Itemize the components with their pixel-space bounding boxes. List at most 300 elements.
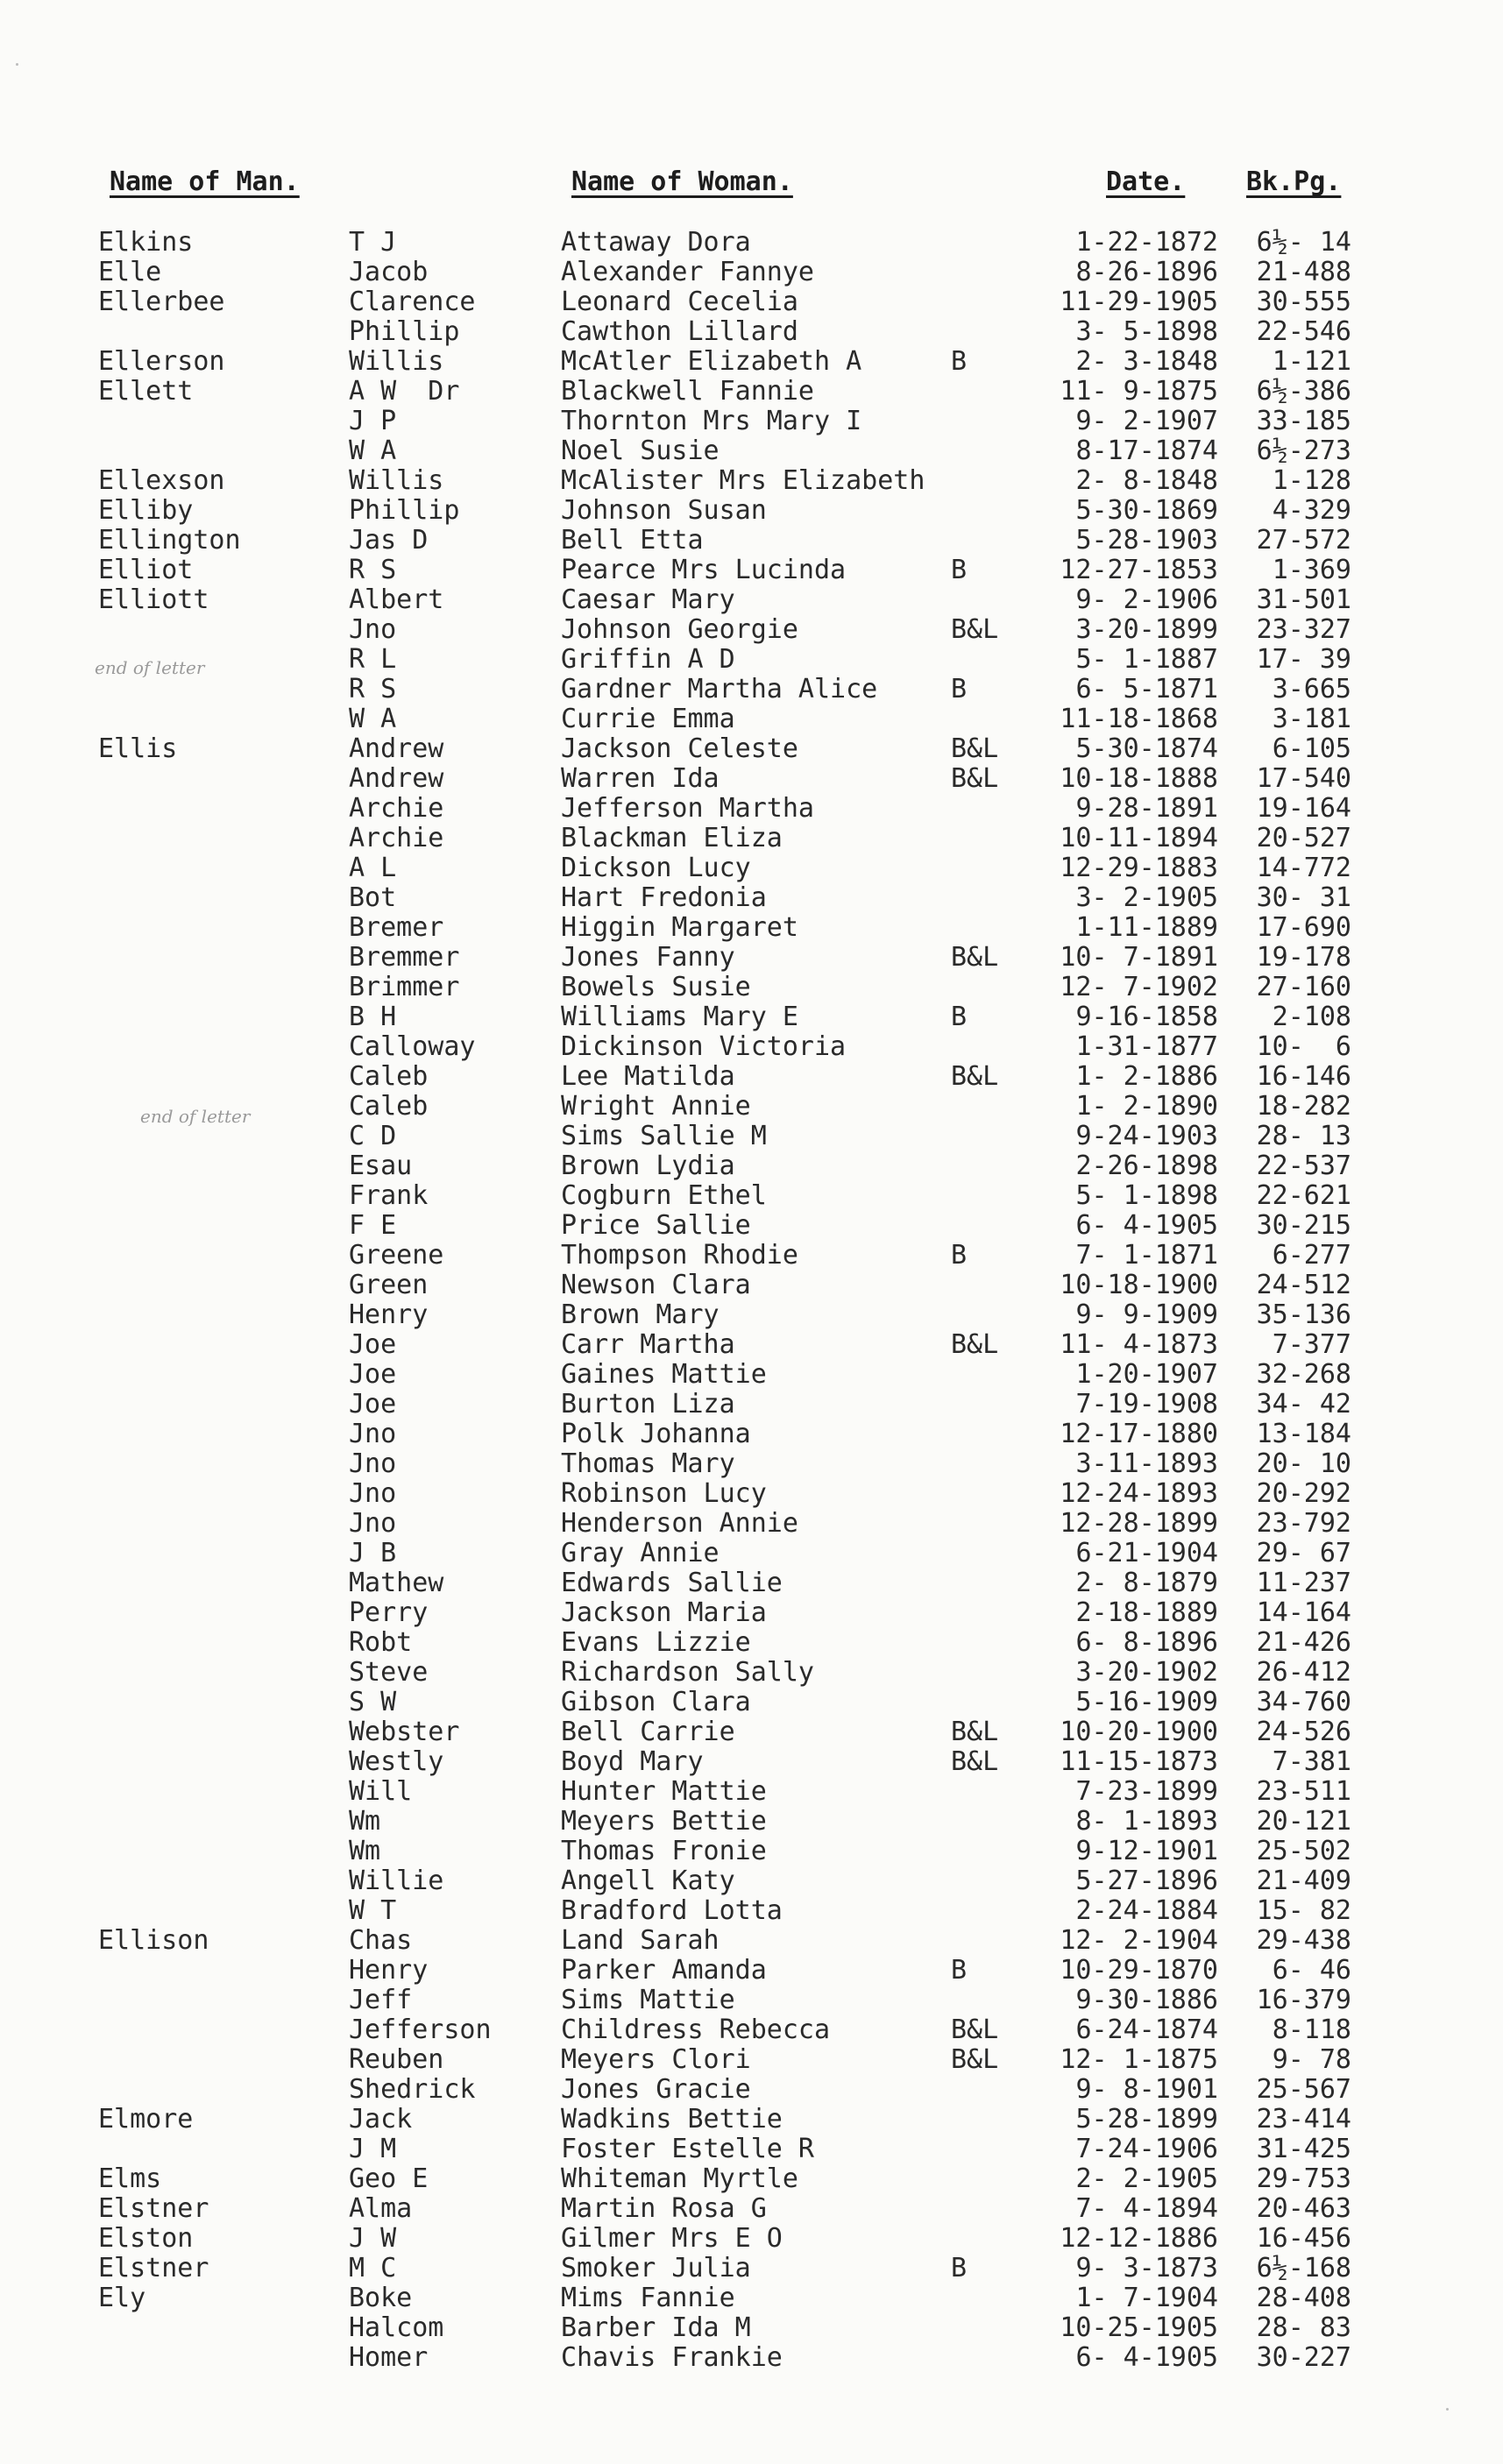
- record-row: [0, 2254, 1503, 2283]
- book-page: 17- 39: [1256, 644, 1351, 675]
- man-given-name: Willis: [349, 346, 444, 377]
- woman-name: Chavis Frankie: [561, 2342, 783, 2373]
- woman-name: Bradford Lotta: [561, 1895, 783, 1926]
- book-page: 14-164: [1256, 1597, 1351, 1628]
- woman-name: Edwards Sallie: [561, 1568, 783, 1598]
- man-given-name: Jno: [349, 1448, 397, 1479]
- marriage-date: 11-15-1873: [1060, 1746, 1218, 1777]
- marriage-date: 5- 1-1898: [1075, 1180, 1218, 1211]
- marriage-date: 10- 7-1891: [1060, 942, 1218, 973]
- header-name-of-woman: Name of Woman.: [571, 166, 793, 197]
- book-page: 22-546: [1256, 316, 1351, 347]
- marriage-date: 5-28-1899: [1075, 2104, 1218, 2135]
- record-row: [0, 1807, 1503, 1837]
- man-given-name: Jno: [349, 614, 397, 645]
- woman-name: Gilmer Mrs E O: [561, 2223, 783, 2254]
- woman-name: Boyd Mary: [561, 1746, 704, 1777]
- record-row: [0, 436, 1503, 466]
- marriage-date: 10-18-1900: [1060, 1270, 1218, 1300]
- book-page: 35-136: [1256, 1299, 1351, 1330]
- marriage-date: 12- 7-1902: [1060, 972, 1218, 1002]
- record-row: [0, 1449, 1503, 1479]
- book-page: 30-555: [1256, 287, 1351, 317]
- man-surname: Ellett: [98, 376, 194, 407]
- book-page: 20-527: [1256, 823, 1351, 853]
- record-row: [0, 496, 1503, 526]
- marriage-date: 9- 2-1907: [1075, 406, 1218, 436]
- marriage-date: 8- 1-1893: [1075, 1806, 1218, 1837]
- woman-name: Caesar Mary: [561, 584, 735, 615]
- man-given-name: Bremer: [349, 912, 444, 943]
- woman-name: Dickinson Victoria: [561, 1031, 847, 1062]
- man-given-name: T J: [349, 227, 397, 258]
- marriage-date: 2- 2-1905: [1075, 2163, 1218, 2194]
- book-page: 17-690: [1256, 912, 1351, 943]
- marriage-date: 10-25-1905: [1060, 2312, 1218, 2343]
- record-row: [0, 1896, 1503, 1926]
- record-row: [0, 526, 1503, 556]
- woman-name: Brown Mary: [561, 1299, 720, 1330]
- record-row: [0, 1658, 1503, 1688]
- man-given-name: Robt: [349, 1627, 413, 1658]
- book-page: 6½- 14: [1256, 227, 1351, 258]
- man-given-name: Willis: [349, 465, 444, 496]
- woman-name: Thornton Mrs Mary I: [561, 406, 862, 436]
- marriage-date: 12-17-1880: [1060, 1419, 1218, 1449]
- woman-name: Smoker Julia: [561, 2253, 751, 2283]
- record-row: [0, 1122, 1503, 1151]
- woman-name: Meyers Bettie: [561, 1806, 767, 1837]
- record-row: [0, 1777, 1503, 1807]
- book-page: 8-118: [1272, 2014, 1351, 2045]
- record-row: [0, 1539, 1503, 1568]
- book-page: 30-227: [1256, 2342, 1351, 2373]
- man-given-name: Caleb: [349, 1091, 429, 1122]
- woman-name: Williams Mary E: [561, 1002, 798, 1032]
- race-code: B&L: [951, 733, 999, 764]
- record-row: [0, 1092, 1503, 1122]
- book-page: 14-772: [1256, 853, 1351, 883]
- man-surname: Ely: [98, 2283, 146, 2313]
- end-of-letter-note: end of letter: [95, 657, 205, 678]
- race-code: B: [951, 1002, 968, 1032]
- woman-name: Jones Gracie: [561, 2074, 751, 2105]
- race-code: B&L: [951, 2014, 999, 2045]
- woman-name: Noel Susie: [561, 435, 720, 466]
- book-page: 6- 46: [1272, 1955, 1351, 1986]
- book-page: 24-512: [1256, 1270, 1351, 1300]
- marriage-date: 7- 4-1894: [1075, 2193, 1218, 2224]
- marriage-date: 5-28-1903: [1075, 525, 1218, 556]
- marriage-date: 11-29-1905: [1060, 287, 1218, 317]
- record-row: [0, 1420, 1503, 1449]
- man-given-name: Wm: [349, 1806, 381, 1837]
- book-page: 20-292: [1256, 1478, 1351, 1509]
- book-page: 29-753: [1256, 2163, 1351, 2194]
- marriage-date: 12-27-1853: [1060, 555, 1218, 585]
- book-page: 4-329: [1272, 495, 1351, 526]
- marriage-date: 5- 1-1887: [1075, 644, 1218, 675]
- woman-name: Hart Fredonia: [561, 882, 767, 913]
- book-page: 26-412: [1256, 1657, 1351, 1688]
- race-code: B&L: [951, 763, 999, 794]
- marriage-date: 10-20-1900: [1060, 1717, 1218, 1747]
- marriage-date: 11-18-1868: [1060, 704, 1218, 734]
- man-surname: Elliby: [98, 495, 194, 526]
- record-row: [0, 1986, 1503, 2015]
- woman-name: Land Sarah: [561, 1925, 720, 1956]
- record-row: [0, 556, 1503, 585]
- woman-name: Sims Mattie: [561, 1985, 735, 2015]
- woman-name: Thomas Fronie: [561, 1836, 767, 1866]
- man-given-name: Mathew: [349, 1568, 444, 1598]
- man-given-name: R L: [349, 644, 397, 675]
- man-given-name: Phillip: [349, 316, 460, 347]
- marriage-date: 12-28-1899: [1060, 1508, 1218, 1539]
- marriage-date: 6- 8-1896: [1075, 1627, 1218, 1658]
- record-row: [0, 1837, 1503, 1866]
- man-given-name: S W: [349, 1687, 397, 1717]
- book-page: 34- 42: [1256, 1389, 1351, 1420]
- woman-name: Meyers Clori: [561, 2044, 751, 2075]
- record-row: [0, 585, 1503, 615]
- marriage-date: 3-11-1893: [1075, 1448, 1218, 1479]
- book-page: 31-501: [1256, 584, 1351, 615]
- book-page: 23-414: [1256, 2104, 1351, 2135]
- woman-name: Jackson Celeste: [561, 733, 798, 764]
- man-given-name: Boke: [349, 2283, 413, 2313]
- woman-name: Lee Matilda: [561, 1061, 735, 1092]
- man-given-name: Jeff: [349, 1985, 413, 2015]
- book-page: 23-327: [1256, 614, 1351, 645]
- man-given-name: J M: [349, 2134, 397, 2164]
- man-given-name: Wm: [349, 1836, 381, 1866]
- woman-name: Cogburn Ethel: [561, 1180, 767, 1211]
- book-page: 23-511: [1256, 1776, 1351, 1807]
- book-page: 11-237: [1256, 1568, 1351, 1598]
- record-row: [0, 377, 1503, 407]
- marriage-date: 1- 7-1904: [1075, 2283, 1218, 2313]
- man-given-name: F E: [349, 1210, 397, 1241]
- marriage-date: 9-30-1886: [1075, 1985, 1218, 2015]
- woman-name: Gardner Martha Alice: [561, 674, 878, 705]
- record-row: [0, 2135, 1503, 2164]
- book-page: 1-369: [1272, 555, 1351, 585]
- book-page: 18-282: [1256, 1091, 1351, 1122]
- man-surname: Ellexson: [98, 465, 225, 496]
- record-row: [0, 1598, 1503, 1628]
- man-given-name: J W: [349, 2223, 397, 2254]
- record-row: [0, 1271, 1503, 1300]
- paper-speck: [16, 63, 18, 66]
- man-given-name: Geo E: [349, 2163, 429, 2194]
- woman-name: Price Sallie: [561, 1210, 751, 1241]
- race-code: B&L: [951, 1717, 999, 1747]
- record-row: [0, 913, 1503, 943]
- record-row: [0, 853, 1503, 883]
- marriage-date: 12- 1-1875: [1060, 2044, 1218, 2075]
- man-given-name: R S: [349, 555, 397, 585]
- record-row: [0, 2105, 1503, 2135]
- man-given-name: Albert: [349, 584, 444, 615]
- man-given-name: Webster: [349, 1717, 460, 1747]
- marriage-date: 12-12-1886: [1060, 2223, 1218, 2254]
- marriage-date: 6- 4-1905: [1075, 2342, 1218, 2373]
- race-code: B: [951, 674, 968, 705]
- record-row: [0, 2224, 1503, 2254]
- book-page: 31-425: [1256, 2134, 1351, 2164]
- woman-name: Wright Annie: [561, 1091, 751, 1122]
- marriage-date: 1- 2-1886: [1075, 1061, 1218, 1092]
- woman-name: McAtler Elizabeth A: [561, 346, 862, 377]
- book-page: 21-409: [1256, 1866, 1351, 1896]
- man-surname: Elliott: [98, 584, 209, 615]
- book-page: 27-160: [1256, 972, 1351, 1002]
- man-given-name: Jack: [349, 2104, 413, 2135]
- man-given-name: Joe: [349, 1359, 397, 1390]
- marriage-date: 2-26-1898: [1075, 1151, 1218, 1181]
- record-row: [0, 1300, 1503, 1330]
- man-surname: Ellington: [98, 525, 241, 556]
- marriage-date: 5-30-1874: [1075, 733, 1218, 764]
- marriage-date: 2-24-1884: [1075, 1895, 1218, 1926]
- record-row: [0, 1390, 1503, 1420]
- record-row: [0, 1002, 1503, 1032]
- book-page: 15- 82: [1256, 1895, 1351, 1926]
- marriage-date: 9-12-1901: [1075, 1836, 1218, 1866]
- man-given-name: Homer: [349, 2342, 429, 2373]
- book-page: 34-760: [1256, 1687, 1351, 1717]
- woman-name: Carr Martha: [561, 1329, 735, 1360]
- woman-name: Johnson Susan: [561, 495, 767, 526]
- record-row: [0, 734, 1503, 764]
- man-given-name: Alma: [349, 2193, 413, 2224]
- record-row: [0, 2283, 1503, 2313]
- book-page: 13-184: [1256, 1419, 1351, 1449]
- book-page: 28-408: [1256, 2283, 1351, 2313]
- woman-name: McAlister Mrs Elizabeth: [561, 465, 925, 496]
- man-given-name: Will: [349, 1776, 413, 1807]
- race-code: B&L: [951, 2044, 999, 2075]
- woman-name: Angell Katy: [561, 1866, 735, 1896]
- woman-name: Foster Estelle R: [561, 2134, 814, 2164]
- record-row: [0, 1866, 1503, 1896]
- marriage-date: 9-16-1858: [1075, 1002, 1218, 1032]
- man-surname: Elstner: [98, 2193, 209, 2224]
- record-row: [0, 1241, 1503, 1271]
- book-page: 21-426: [1256, 1627, 1351, 1658]
- book-page: 7-377: [1272, 1329, 1351, 1360]
- man-given-name: A L: [349, 853, 397, 883]
- man-given-name: Esau: [349, 1151, 413, 1181]
- woman-name: Gray Annie: [561, 1538, 720, 1568]
- woman-name: Barber Ida M: [561, 2312, 751, 2343]
- man-surname: Elmore: [98, 2104, 194, 2135]
- book-page: 6-277: [1272, 1240, 1351, 1271]
- race-code: B&L: [951, 1329, 999, 1360]
- record-row: [0, 615, 1503, 645]
- woman-name: Newson Clara: [561, 1270, 751, 1300]
- marriage-date: 9- 2-1906: [1075, 584, 1218, 615]
- man-surname: Elms: [98, 2163, 162, 2194]
- record-row: [0, 1628, 1503, 1658]
- marriage-date: 2- 3-1848: [1075, 346, 1218, 377]
- marriage-date: 8-26-1896: [1075, 257, 1218, 287]
- woman-name: Attaway Dora: [561, 227, 751, 258]
- man-given-name: Perry: [349, 1597, 429, 1628]
- man-given-name: W T: [349, 1895, 397, 1926]
- marriage-date: 9- 8-1901: [1075, 2074, 1218, 2105]
- record-row: [0, 2045, 1503, 2075]
- man-given-name: Greene: [349, 1240, 444, 1271]
- book-page: 28- 83: [1256, 2312, 1351, 2343]
- man-given-name: Shedrick: [349, 2074, 476, 2105]
- woman-name: Blackwell Fannie: [561, 376, 814, 407]
- record-row: [0, 407, 1503, 436]
- record-row: [0, 1717, 1503, 1747]
- record-row: [0, 824, 1503, 853]
- man-given-name: Westly: [349, 1746, 444, 1777]
- book-page: 29-438: [1256, 1925, 1351, 1956]
- man-given-name: Joe: [349, 1389, 397, 1420]
- man-surname: Ellison: [98, 1925, 209, 1956]
- man-given-name: A W Dr: [349, 376, 460, 407]
- woman-name: Whiteman Myrtle: [561, 2163, 798, 2194]
- book-page: 19-178: [1256, 942, 1351, 973]
- marriage-date: 5-16-1909: [1075, 1687, 1218, 1717]
- book-page: 25-502: [1256, 1836, 1351, 1866]
- woman-name: Bell Carrie: [561, 1717, 735, 1747]
- woman-name: Warren Ida: [561, 763, 720, 794]
- marriage-date: 7-23-1899: [1075, 1776, 1218, 1807]
- marriage-date: 6- 4-1905: [1075, 1210, 1218, 1241]
- woman-name: Gaines Mattie: [561, 1359, 767, 1390]
- woman-name: Alexander Fannye: [561, 257, 814, 287]
- record-row: [0, 1479, 1503, 1509]
- man-given-name: Bremmer: [349, 942, 460, 973]
- book-page: 20-121: [1256, 1806, 1351, 1837]
- book-page: 30-215: [1256, 1210, 1351, 1241]
- woman-name: Bowels Susie: [561, 972, 751, 1002]
- book-page: 22-537: [1256, 1151, 1351, 1181]
- man-given-name: Halcom: [349, 2312, 444, 2343]
- marriage-date: 1-11-1889: [1075, 912, 1218, 943]
- record-row: [0, 2015, 1503, 2045]
- woman-name: Thomas Mary: [561, 1448, 735, 1479]
- woman-name: Johnson Georgie: [561, 614, 798, 645]
- man-given-name: Frank: [349, 1180, 429, 1211]
- man-surname: Ellerbee: [98, 287, 225, 317]
- book-page: 21-488: [1256, 257, 1351, 287]
- man-given-name: Phillip: [349, 495, 460, 526]
- marriage-date: 8-17-1874: [1075, 435, 1218, 466]
- marriage-date: 12- 2-1904: [1060, 1925, 1218, 1956]
- woman-name: Brown Lydia: [561, 1151, 735, 1181]
- book-page: 23-792: [1256, 1508, 1351, 1539]
- marriage-date: 9- 9-1909: [1075, 1299, 1218, 1330]
- man-given-name: M C: [349, 2253, 397, 2283]
- marriage-date: 11- 4-1873: [1060, 1329, 1218, 1360]
- book-page: 16-456: [1256, 2223, 1351, 2254]
- book-page: 3-665: [1272, 674, 1351, 705]
- woman-name: Richardson Sally: [561, 1657, 814, 1688]
- man-surname: Ellerson: [98, 346, 225, 377]
- race-code: B: [951, 2253, 968, 2283]
- marriage-date: 6-24-1874: [1075, 2014, 1218, 2045]
- book-page: 17-540: [1256, 763, 1351, 794]
- record-row: [0, 1330, 1503, 1360]
- book-page: 19-164: [1256, 793, 1351, 824]
- man-given-name: Steve: [349, 1657, 429, 1688]
- man-given-name: B H: [349, 1002, 397, 1032]
- woman-name: Pearce Mrs Lucinda: [561, 555, 847, 585]
- marriage-date: 10-29-1870: [1060, 1955, 1218, 1986]
- marriage-date: 3-20-1902: [1075, 1657, 1218, 1688]
- paper-speck: [1446, 2408, 1449, 2411]
- record-row: [0, 1062, 1503, 1092]
- book-page: 6-105: [1272, 733, 1351, 764]
- book-page: 29- 67: [1256, 1538, 1351, 1568]
- book-page: 2-108: [1272, 1002, 1351, 1032]
- marriage-date: 10-18-1888: [1060, 763, 1218, 794]
- woman-name: Martin Rosa G: [561, 2193, 767, 2224]
- man-given-name: Brimmer: [349, 972, 460, 1002]
- record-row: [0, 317, 1503, 347]
- record-row: [0, 1211, 1503, 1241]
- woman-name: Jones Fanny: [561, 942, 735, 973]
- man-given-name: J P: [349, 406, 397, 436]
- book-page: 7-381: [1272, 1746, 1351, 1777]
- woman-name: Blackman Eliza: [561, 823, 783, 853]
- record-row: [0, 1926, 1503, 1956]
- woman-name: Burton Liza: [561, 1389, 735, 1420]
- record-row: [0, 1181, 1503, 1211]
- record-row: [0, 1688, 1503, 1717]
- man-given-name: Henry: [349, 1299, 429, 1330]
- man-given-name: Reuben: [349, 2044, 444, 2075]
- record-row: [0, 1151, 1503, 1181]
- marriage-date: 7-24-1906: [1075, 2134, 1218, 2164]
- man-given-name: Jno: [349, 1508, 397, 1539]
- man-given-name: Calloway: [349, 1031, 476, 1062]
- marriage-date: 9-28-1891: [1075, 793, 1218, 824]
- record-row: [0, 347, 1503, 377]
- man-given-name: Bot: [349, 882, 397, 913]
- record-row: [0, 1568, 1503, 1598]
- record-row: [0, 287, 1503, 317]
- race-code: B: [951, 555, 968, 585]
- marriage-date: 1- 2-1890: [1075, 1091, 1218, 1122]
- man-surname: Elle: [98, 257, 162, 287]
- book-page: 20-463: [1256, 2193, 1351, 2224]
- book-page: 30- 31: [1256, 882, 1351, 913]
- woman-name: Henderson Annie: [561, 1508, 798, 1539]
- record-row: [0, 228, 1503, 258]
- marriage-date: 7-19-1908: [1075, 1389, 1218, 1420]
- book-page: 6½-168: [1256, 2253, 1351, 2283]
- man-given-name: Joe: [349, 1329, 397, 1360]
- record-row: [0, 258, 1503, 287]
- book-page: 9- 78: [1272, 2044, 1351, 2075]
- man-given-name: Willie: [349, 1866, 444, 1896]
- book-page: 27-572: [1256, 525, 1351, 556]
- man-given-name: Jno: [349, 1419, 397, 1449]
- man-given-name: J B: [349, 1538, 397, 1568]
- marriage-date: 12-24-1893: [1060, 1478, 1218, 1509]
- record-row: [0, 1360, 1503, 1390]
- header-name-of-man: Name of Man.: [110, 166, 300, 197]
- man-surname: Elstner: [98, 2253, 209, 2283]
